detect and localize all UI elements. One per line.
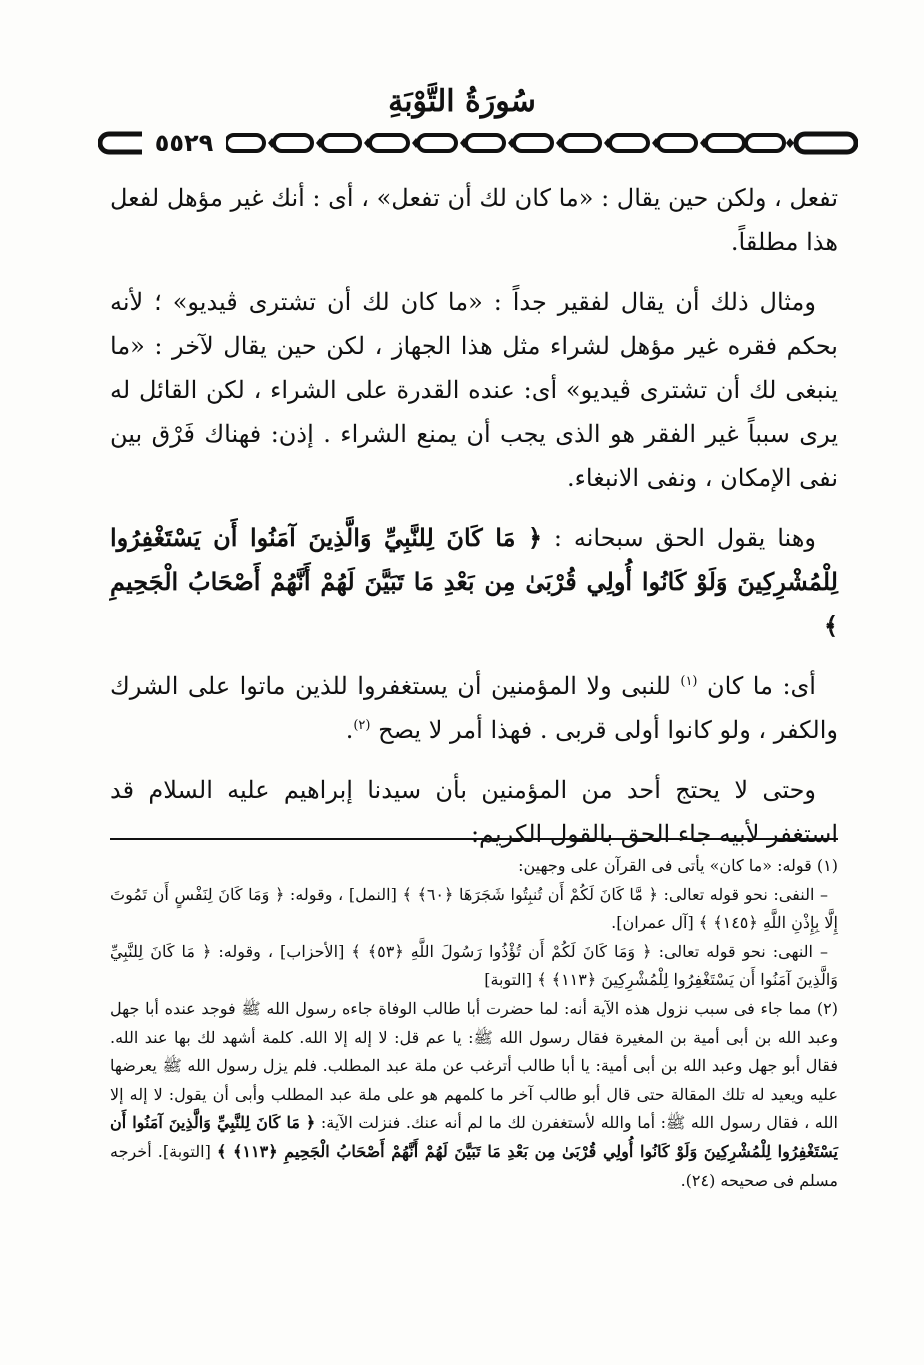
paragraph-4-start: أى: ما كان [706, 672, 816, 700]
footnote-divider [110, 838, 838, 840]
paragraph-5: وحتى لا يحتج أحد من المؤمنين بأن سيدنا إبراهيم عليه السلام قد استغفر لأبيه جاء الحق بالقول الكريم: [110, 776, 838, 848]
surah-title: سُورَةُ التَّوْبَةِ [388, 84, 536, 119]
page-number: ٥٥٢٩ [142, 128, 226, 158]
paragraph-4 [110, 664, 838, 752]
quran-verse: ﴿ مَا كَانَ لِلنَّبِيِّ وَالَّذِينَ آمَنُوا أَن يَسْتَغْفِرُوا لِلْمُشْرِكِينَ وَلَوْ كَانُوا أُولِي قُرْبَىٰ مِن بَعْدِ مَا تَبَيَّنَ لَهُمْ أَنَّهُمْ أَصْحَابُ الْجَحِيمِ ﴾ [110, 523, 838, 640]
footnote-1-prohibition: – النهى: نحو قوله تعالى: ﴿ وَمَا كَانَ لَكُمْ أَن تُؤْذُوا رَسُولَ اللَّهِ ﴿٥٣﴾ ﴾ [الأحزاب] ، وقوله: ﴿ مَا كَانَ لِلنَّبِيِّ وَالَّذِينَ آمَنُوا أَن يَسْتَغْفِرُوا لِلْمُشْرِكِينَ ﴿١١٣﴾ ﴾ [التوبة] [110, 941, 838, 990]
footnote-2 [110, 995, 838, 1195]
verse-intro: وهنا يقول الحق سبحانه : [553, 524, 816, 552]
header-ornament [98, 126, 858, 160]
main-text [110, 176, 838, 872]
paragraph-3 [110, 516, 838, 648]
footnote-2-verse: ﴿ مَا كَانَ لِلنَّبِيِّ وَالَّذِينَ آمَنُوا أَن يَسْتَغْفِرُوا لِلْمُشْرِكِينَ وَلَوْ كَانُوا أُولِي قُرْبَىٰ مِن بَعْدِ مَا تَبَيَّنَ لَهُمْ أَنَّهُمْ أَصْحَابُ الْجَحِيمِ ﴿١١٣﴾ ﴾ [110, 1113, 839, 1161]
footnote-1-negation: – النفى: نحو قوله تعالى: ﴿ مَّا كَانَ لَكُمْ أَن تُنبِتُوا شَجَرَهَا ﴿٦٠﴾ ﴾ [النمل] ، وقوله: ﴿ وَمَا كَانَ لِنَفْسٍ أَن تَمُوتَ إِلَّا بِإِذْنِ اللَّهِ ﴿١٤٥﴾ ﴾ [آل عمران]. [110, 884, 838, 933]
footnotes [110, 852, 838, 1195]
footnote-ref-1[interactable]: (١) [680, 674, 698, 689]
footnote-2-text: (٢) مما جاء فى سبب نزول هذه الآية أنه: لما حضرت أبا طالب الوفاة جاءه رسول الله ﷺ فوجد عنده أبا جهل وعبد الله بن أبى أمية بن المغيرة فقال رسول الله ﷺ: يا عم قل: لا إله إلا الله. كلمة أشهد لك بها عند الله. فقال أبو جهل وعبد الله بن أبى أمية: يا أبا طالب أترغب عن ملة عبد المطلب. فلم يزل رسول الله ﷺ يعرضها عليه ويعيد له تلك المقالة حتى قال أبو طالب آخر ما كلمهم هو على ملة عبد المطلب وأبى أن يقول: لا إله إلا الله ، فقال رسول الله ﷺ: أما والله لأستغفرن لك ما لم أنه عنك. فنزلت الآية: [110, 998, 839, 1133]
paragraph-4-end: . [345, 716, 354, 744]
footnote-2-source: [التوبة]. أخرجه مسلم فى صحيحه (٢٤). [110, 1141, 838, 1190]
paragraph-2: ومثال ذلك أن يقال لفقير جداً : «ما كان لك أن تشترى ڤيديو» ؛ لأنه بحكم فقره غير مؤهل لشراء مثل هذا الجهاز ، لكن حين يقال لآخر : «ما ينبغى لك أن تشترى ڤيديو» أى: عنده القدرة على الشراء ، لكن القائل له يرى سبباً غير الفقر هو الذى يجب أن يمنع الشراء . إذن: فهناك فَرْق بين نفى الإمكان ، ونفى الانبغاء. [110, 288, 839, 492]
paragraph-4-main: للنبى ولا المؤمنين أن يستغفروا للذين ماتوا على الشرك والكفر ، ولو كانوا أولى قربى . فهذا أمر لا يصح [110, 672, 838, 744]
paragraph-1: تفعل ، ولكن حين يقال : «ما كان لك أن تفعل» ، أى : أنك غير مؤهل لفعل هذا مطلقاً. [110, 184, 838, 256]
footnote-ref-2[interactable]: (٢) [353, 718, 371, 733]
footnote-1-title: (١) قوله: «ما كان» يأتى فى القرآن على وجهين: [518, 856, 838, 875]
